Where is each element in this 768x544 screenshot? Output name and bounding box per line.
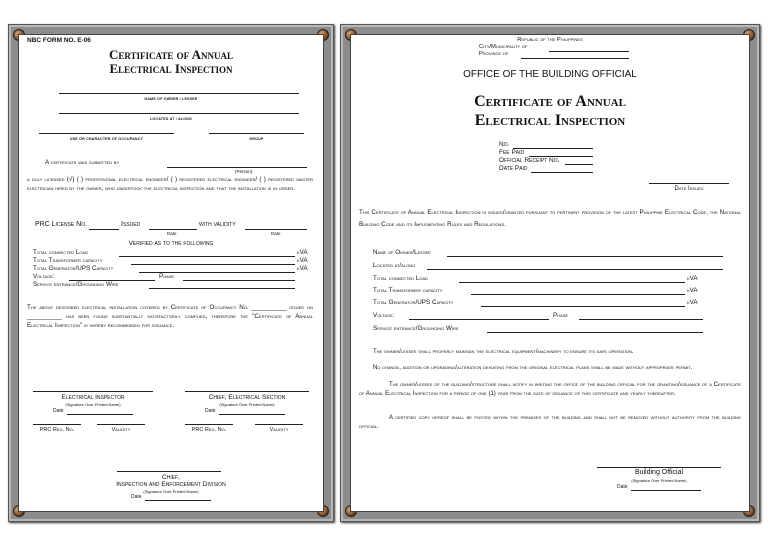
field-generator-line[interactable] bbox=[481, 306, 685, 307]
field-owner: Name of Owner/Lessee bbox=[373, 249, 431, 256]
submitted-by-text bbox=[45, 159, 119, 166]
validity-line-2[interactable] bbox=[255, 424, 303, 425]
division-chief-sub: (Signature Over Printed Name) bbox=[143, 489, 199, 494]
service-line[interactable] bbox=[149, 288, 295, 289]
city-line[interactable] bbox=[549, 51, 629, 52]
load-row-2: Total Transformer capacity bbox=[33, 257, 103, 264]
division-date-line[interactable] bbox=[145, 500, 211, 501]
right-phase-line[interactable] bbox=[579, 319, 703, 320]
province-label: Province of bbox=[479, 51, 509, 57]
field-located-line[interactable] bbox=[427, 269, 723, 270]
right-voltage-line[interactable] bbox=[409, 319, 549, 320]
owner-label: NAME OF OWNER / LESSEE bbox=[144, 97, 198, 101]
recommendation-paragraph: The above described electrical installation covered by Certificate of Occupancy No. __________ issued on __________ has been found substantially satisfactorily complied, therefore the "Certificate of Annual Electrical Inspection" is hereby recommended for issuance. bbox=[27, 304, 313, 330]
city-label: City/Municipality of bbox=[479, 44, 528, 50]
no-label: No. bbox=[499, 141, 510, 148]
left-certificate-frame bbox=[8, 24, 334, 522]
right-service-line[interactable] bbox=[487, 332, 703, 333]
reg-line-2[interactable] bbox=[185, 424, 233, 425]
republic-header: Republic of the Philippines bbox=[517, 37, 583, 43]
license-paragraph: a duly licensed (√) ( ) professional electrical engineer/ ( ) registered electrical engineer/ ( ) registered master electrician hired by the owner, who undertook the electrical inspection and that the installation is in order. bbox=[27, 176, 313, 193]
validity-label: with validity bbox=[199, 221, 236, 228]
field-generator-unit: kVA bbox=[687, 299, 698, 306]
use-line[interactable] bbox=[39, 133, 174, 134]
division-name: Inspection and Enforcement Division bbox=[116, 481, 226, 488]
load-unit-2: kVA bbox=[297, 257, 308, 264]
right-certificate-page bbox=[350, 34, 750, 512]
reg-label-2: PRC Reg. No. bbox=[191, 427, 227, 433]
no-line[interactable] bbox=[513, 148, 593, 149]
chief-section-sub: (Signature Over Printed Name) bbox=[219, 402, 275, 407]
chief-section-date-line[interactable] bbox=[219, 414, 285, 415]
prc-license-row bbox=[35, 221, 87, 228]
phase-label: Phase bbox=[159, 273, 175, 280]
receipt-line[interactable] bbox=[565, 164, 593, 165]
prc-line[interactable] bbox=[89, 229, 119, 230]
building-official-sub: (Signature Over Printed Name) bbox=[631, 478, 687, 483]
field-transformer: Total Transformer capacity bbox=[373, 287, 443, 294]
right-voltage-label: Voltage: bbox=[373, 312, 395, 319]
right-phase-label: Phase bbox=[553, 312, 569, 319]
posting-paragraph: A certified copy hereof shall be posted within the premises of the building and shall not be removed without authority from the building official. bbox=[359, 415, 741, 430]
prc-label: PRC License No. bbox=[35, 221, 88, 228]
reg-label-1: PRC Reg. No. bbox=[39, 427, 75, 433]
inspector-signature-line[interactable] bbox=[33, 391, 153, 392]
building-official-title: Building Official bbox=[634, 469, 684, 476]
field-load: Total connected Load bbox=[373, 275, 428, 282]
left-title-line1: Certificate of Annual bbox=[108, 47, 234, 62]
load-row-3: Total Generator/UPS Capacity bbox=[33, 265, 114, 272]
form-number: NBC FORM NO. E-06 bbox=[27, 37, 91, 44]
inspector-date-label: Date bbox=[53, 408, 64, 414]
left-title-line2: Electrical Inspection bbox=[109, 61, 233, 76]
maintenance-paragraph: The owner/lessee shall properly maintain the electrical equipment/machinery to ensure its safe operation. bbox=[373, 349, 634, 355]
right-title-line2: Electrical Inspection bbox=[474, 112, 626, 129]
service-label: Service entrance/Grounding Wire bbox=[33, 281, 119, 288]
date-paid-line[interactable] bbox=[531, 172, 593, 173]
fee-label: Fee Paid bbox=[499, 149, 525, 156]
building-official-signature-line[interactable] bbox=[597, 467, 721, 468]
validity-date-label: Date bbox=[271, 231, 281, 236]
person-label: (Person) bbox=[235, 169, 253, 174]
inspector-date-line[interactable] bbox=[67, 414, 133, 415]
validity-label-2: Validity bbox=[269, 427, 289, 433]
validity-label-1: Validity bbox=[111, 427, 131, 433]
issued-label: Issued bbox=[121, 221, 141, 228]
receipt-label: Official Receipt No. bbox=[499, 157, 560, 164]
person-line[interactable] bbox=[167, 167, 307, 168]
right-certificate-frame bbox=[340, 24, 760, 522]
validity-line[interactable] bbox=[245, 229, 307, 230]
load-unit-3: kVA bbox=[297, 265, 308, 272]
phase-line[interactable] bbox=[183, 280, 295, 281]
field-transformer-unit: kVA bbox=[687, 287, 698, 294]
field-located: Located at/along bbox=[373, 262, 416, 269]
issued-line[interactable] bbox=[149, 229, 197, 230]
chief-section-date-label: Date bbox=[205, 408, 216, 414]
office-header: OFFICE OF THE BUILDING OFFICIAL bbox=[463, 69, 637, 80]
field-load-unit: kVA bbox=[687, 275, 698, 282]
building-official-date-label: Date bbox=[617, 484, 628, 490]
date-issued-label: Date Issued bbox=[674, 186, 704, 192]
division-chief-signature-line[interactable] bbox=[117, 471, 221, 472]
issuance-paragraph: This Certificate of Annual Electrical Inspection is issued/granted pursuant to pertinent provision of the latest Philippine Electrical Code, the National Building Code and its Implementing Rules and Regulations. bbox=[359, 209, 741, 228]
load-row-1: Total connected Load bbox=[33, 249, 88, 256]
right-service-label: Service entrance/Grounding Wire bbox=[373, 325, 459, 332]
division-date-label: Date bbox=[131, 494, 142, 500]
date-paid-label: Date Paid bbox=[499, 165, 528, 172]
field-generator: Total Generator/UPS Capacity bbox=[373, 299, 454, 306]
inspector-sub: (Signature Over Printed Name) bbox=[65, 402, 121, 407]
field-load-line[interactable] bbox=[459, 282, 685, 283]
field-transformer-line[interactable] bbox=[471, 294, 685, 295]
left-certificate-page bbox=[18, 34, 324, 512]
inspector-title: Electrical Inspector bbox=[61, 394, 125, 401]
chief-section-title: Chief, Electrical Section bbox=[208, 394, 286, 401]
right-title-line1: Certificate of Annual bbox=[474, 93, 626, 110]
owner-line[interactable] bbox=[59, 93, 299, 94]
field-owner-line[interactable] bbox=[447, 256, 723, 257]
province-line[interactable] bbox=[521, 58, 629, 59]
located-line[interactable] bbox=[59, 113, 299, 114]
no-change-paragraph: No change, addition or upgrading/alteration deviating from the original electrical plans shall be made without appropriate permit. bbox=[373, 365, 693, 371]
division-chief-title: Chief, bbox=[162, 474, 180, 481]
located-label: LOCATED AT / ALONG bbox=[150, 117, 192, 121]
submitted-label: A certificate was submitted by bbox=[45, 159, 120, 166]
date-issued-line[interactable] bbox=[649, 183, 729, 184]
validity-line-1[interactable] bbox=[97, 424, 145, 425]
notification-paragraph: The owner/lessee of the building/structure shall notify in writing the office of the building official for the granting/issuance of a Certificate of Annual Electrical Inspection for a period of one (1) year from the date of issuance of this certificate and yearly thereafter. bbox=[359, 382, 741, 397]
issued-date-label: Date bbox=[167, 231, 177, 236]
building-official-date-line[interactable] bbox=[631, 490, 701, 491]
reg-line-1[interactable] bbox=[33, 424, 81, 425]
use-label: USE OR CHARACTER OF OCCUPANCY bbox=[69, 137, 144, 141]
chief-section-signature-line[interactable] bbox=[185, 391, 309, 392]
group-label: GROUP bbox=[249, 137, 264, 141]
load-line-2[interactable] bbox=[131, 264, 295, 265]
verified-heading: Verified as to the following bbox=[128, 240, 214, 247]
load-unit-1: kVA bbox=[297, 249, 308, 256]
group-line[interactable] bbox=[209, 133, 304, 134]
voltage-label: Voltage: bbox=[33, 273, 55, 280]
load-line-1[interactable] bbox=[119, 256, 295, 257]
